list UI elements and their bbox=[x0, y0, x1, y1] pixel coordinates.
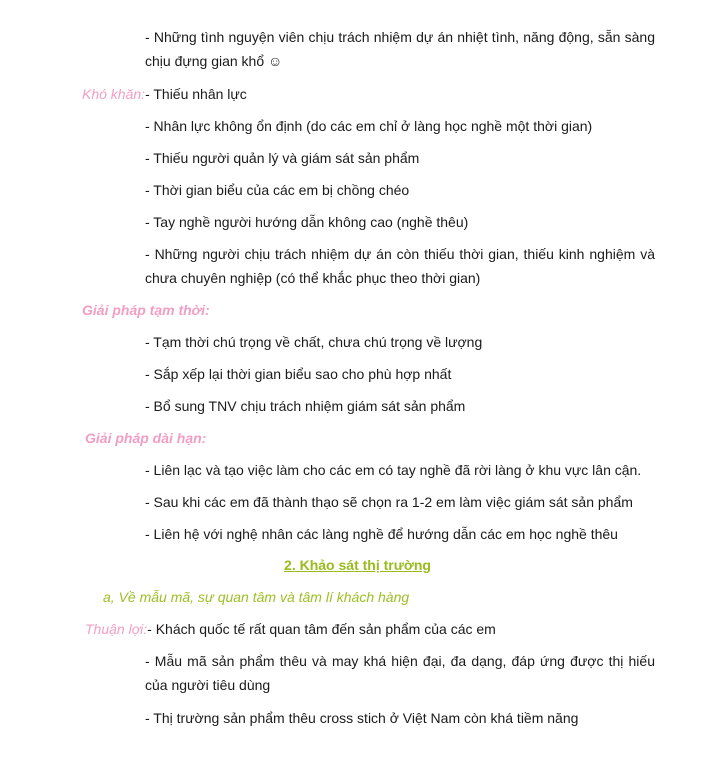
list-item: - Thiếu người quản lý và giám sát sản phẩm bbox=[145, 150, 420, 166]
list-item: - Tay nghề người hướng dẫn không cao (nghề thêu) bbox=[145, 214, 469, 230]
list-item: - Bổ sung TNV chịu trách nhiệm giám sát sản phẩm bbox=[145, 398, 466, 414]
list-item: - Sắp xếp lại thời gian biểu sao cho phù hợp nhất bbox=[145, 366, 452, 382]
giai-phap-tam-thoi-heading: Giải pháp tạm thời: bbox=[82, 302, 210, 318]
section-title-text: 2. Khảo sát thị trường bbox=[284, 557, 431, 573]
list-item: - Những tình nguyện viên chịu trách nhiệm dự án nhiệt tình, năng động, sẵn sàng chịu đựng gian khổ ☺ bbox=[145, 29, 655, 69]
list-item: - Liên hệ với nghệ nhân các làng nghề để hướng dẫn các em học nghề thêu bbox=[145, 526, 618, 542]
list-item: - Sau khi các em đã thành thạo sẽ chọn ra 1-2 em làm việc giám sát sản phẩm bbox=[145, 494, 633, 510]
list-item: - Nhân lực không ổn định (do các em chỉ ở làng học nghề một thời gian) bbox=[145, 118, 593, 134]
thuan-loi-first: - Khách quốc tế rất quan tâm đến sản phẩm của các em bbox=[147, 621, 496, 637]
list-item: - Những người chịu trách nhiệm dự án còn thiếu thời gian, thiếu kinh nghiệm và chưa chuyên nghiệp (có thể khắc phục theo thời gian) bbox=[145, 246, 655, 286]
section-title bbox=[0, 553, 705, 577]
giai-phap-dai-han-heading: Giải pháp dài hạn: bbox=[85, 430, 207, 446]
list-item: - Mẫu mã sản phẩm thêu và may khá hiện đại, đa dạng, đáp ứng được thị hiếu của người tiêu dùng bbox=[145, 653, 655, 693]
list-item: - Thời gian biểu của các em bị chồng chéo bbox=[145, 182, 410, 198]
kho-khan-first: - Thiếu nhân lực bbox=[145, 86, 247, 102]
list-item: - Tạm thời chú trọng về chất, chưa chú trọng về lượng bbox=[145, 334, 483, 350]
kho-khan-label: Khó khăn: bbox=[82, 86, 146, 102]
kho-khan-row bbox=[82, 82, 247, 106]
thuan-loi-row bbox=[85, 617, 496, 641]
list-item: - Thị trường sản phẩm thêu cross stich ở Việt Nam còn khá tiềm năng bbox=[145, 710, 579, 726]
thuan-loi-label: Thuận lợi: bbox=[85, 621, 148, 637]
list-item: - Liên lạc và tạo việc làm cho các em có tay nghề đã rời làng ở khu vực lân cận. bbox=[145, 462, 642, 478]
section-subheading: a, Về mẫu mã, sự quan tâm và tâm lí khách hàng bbox=[103, 589, 410, 605]
